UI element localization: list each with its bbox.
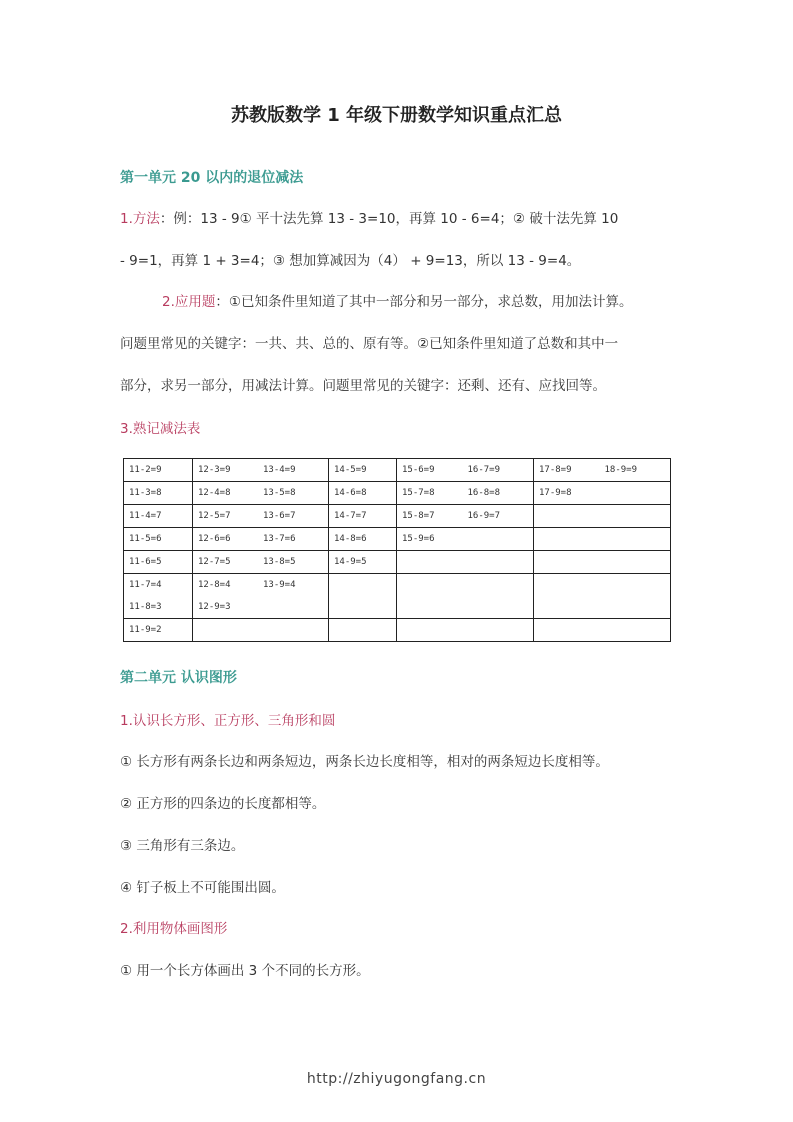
equation: 13-5=8 — [263, 488, 296, 498]
shapes-section-heading: 1.认识长方形、正方形、三角形和圆 — [120, 713, 336, 729]
equation: 12-6=6 — [198, 534, 231, 544]
table-cell — [193, 459, 329, 482]
equation: 11-4=7 — [129, 511, 162, 521]
equation: 13-6=7 — [263, 511, 296, 521]
cell-line — [539, 459, 670, 481]
equation: 17-8=9 — [539, 465, 572, 475]
table-cell — [534, 574, 671, 619]
table-cell — [534, 528, 671, 551]
equation: 11-7=4 — [129, 580, 162, 590]
cell-line — [334, 482, 396, 504]
cell-line — [129, 574, 192, 596]
table-cell — [397, 574, 534, 619]
table-cell — [397, 482, 534, 505]
equation: 11-6=5 — [129, 557, 162, 567]
cell-line — [402, 505, 533, 527]
method-text-1: ：例：13 - 9① 平十法先算 13 - 3=10，再算 10 - 6=4；② 破十法先算 10 — [159, 211, 619, 227]
cell-line — [129, 551, 192, 573]
equation: 14-9=5 — [334, 557, 367, 567]
table-cell — [124, 574, 193, 619]
cell-line — [198, 505, 328, 527]
equation: 12-7=5 — [198, 557, 231, 567]
equation: 11-8=3 — [129, 602, 162, 612]
equation: 13-7=6 — [263, 534, 296, 544]
table-cell — [397, 505, 534, 528]
cell-line — [402, 459, 533, 481]
app-line-1 — [120, 281, 680, 323]
equation: 11-5=6 — [129, 534, 162, 544]
equation: 15-7=8 — [402, 488, 435, 498]
equation: 13-9=4 — [263, 580, 296, 590]
table-cell — [124, 459, 193, 482]
method-line-1 — [120, 198, 680, 240]
table-heading: 3.熟记减法表 — [120, 421, 201, 437]
cell-line — [539, 482, 670, 504]
cell-line — [334, 459, 396, 481]
equation: 16-8=8 — [467, 488, 501, 498]
cell-line — [198, 551, 328, 573]
table-cell — [193, 574, 329, 619]
table-cell — [534, 459, 671, 482]
table-row — [124, 551, 671, 574]
cell-line — [129, 596, 192, 618]
table-cell — [124, 551, 193, 574]
cell-line — [198, 596, 328, 618]
equation: 14-8=6 — [334, 534, 367, 544]
table-cell — [329, 459, 397, 482]
table-cell — [193, 528, 329, 551]
equation: 12-9=3 — [198, 602, 231, 612]
equation: 15-9=6 — [402, 534, 435, 544]
app-text-1: ：①已知条件里知道了其中一部分和另一部分，求总数，用加法计算。 — [215, 294, 633, 310]
unit1-heading: 第一单元 20 以内的退位减法 — [120, 170, 304, 186]
equation: 11-3=8 — [129, 488, 162, 498]
cell-line — [334, 505, 396, 527]
table-cell — [193, 551, 329, 574]
cell-line — [334, 528, 396, 550]
cell-line — [198, 528, 328, 550]
equation: 15-8=7 — [402, 511, 435, 521]
app-label: 2.应用题 — [162, 294, 216, 310]
table-row — [124, 528, 671, 551]
table-cell — [124, 528, 193, 551]
table-cell — [329, 528, 397, 551]
table-cell — [329, 551, 397, 574]
table-row — [124, 619, 671, 642]
equation: 12-5=7 — [198, 511, 231, 521]
table-cell — [193, 505, 329, 528]
equation: 14-5=9 — [334, 465, 367, 475]
table-cell — [534, 482, 671, 505]
table-row — [124, 459, 671, 482]
equation: 13-8=5 — [263, 557, 296, 567]
cell-line — [129, 459, 192, 481]
table-cell — [329, 619, 397, 642]
table-cell — [124, 505, 193, 528]
table-cell — [124, 619, 193, 642]
equation: 11-9=2 — [129, 625, 162, 635]
table-cell — [329, 574, 397, 619]
table-cell — [397, 551, 534, 574]
table-cell — [397, 619, 534, 642]
table-cell — [534, 505, 671, 528]
equation: 18-9=9 — [604, 465, 638, 475]
shape-item-4: ④ 钉子板上不可能围出圆。 — [120, 880, 285, 896]
table-cell — [397, 459, 534, 482]
table-cell — [124, 482, 193, 505]
application-paragraph — [120, 281, 680, 407]
cell-line — [129, 505, 192, 527]
app-line-2: 问题里常见的关键字：一共、共、总的、原有等。②已知条件里知道了总数和其中一 — [120, 336, 619, 352]
draw-section-heading: 2.利用物体画图形 — [120, 921, 228, 937]
method-line-2: - 9=1，再算 1 + 3=4；③ 想加算减因为（4） + 9=13，所以 13 - 9=4。 — [120, 253, 581, 269]
equation: 12-4=8 — [198, 488, 231, 498]
table-cell — [534, 619, 671, 642]
equation: 17-9=8 — [539, 488, 572, 498]
app-line-3: 部分，求另一部分，用减法计算。问题里常见的关键字：还剩、还有、应找回等。 — [120, 378, 606, 394]
shape-item-1: ① 长方形有两条长边和两条短边，两条长边长度相等，相对的两条短边长度相等。 — [120, 754, 609, 770]
shape-item-2: ② 正方形的四条边的长度都相等。 — [120, 796, 326, 812]
table-cell — [329, 505, 397, 528]
cell-line — [334, 551, 396, 573]
shape-item-3: ③ 三角形有三条边。 — [120, 838, 245, 854]
table-row — [124, 505, 671, 528]
cell-line — [198, 459, 328, 481]
page-title: 苏教版数学 1 年级下册数学知识重点汇总 — [230, 105, 563, 126]
subtraction-table — [123, 458, 671, 642]
equation: 11-2=9 — [129, 465, 162, 475]
equation: 16-9=7 — [467, 511, 501, 521]
table-row — [124, 574, 671, 619]
equation: 14-6=8 — [334, 488, 367, 498]
equation: 13-4=9 — [263, 465, 296, 475]
equation: 16-7=9 — [467, 465, 501, 475]
cell-line — [402, 482, 533, 504]
cell-line — [129, 482, 192, 504]
method-label: 1.方法 — [120, 211, 160, 227]
table-cell — [193, 619, 329, 642]
cell-line — [198, 482, 328, 504]
cell-line — [129, 619, 192, 641]
cell-line — [129, 528, 192, 550]
table-cell — [193, 482, 329, 505]
unit2-heading: 第二单元 认识图形 — [120, 670, 237, 686]
footer-url: http://zhiyugongfang.cn — [306, 1071, 487, 1087]
equation: 15-6=9 — [402, 465, 435, 475]
equation: 14-7=7 — [334, 511, 367, 521]
cell-line — [198, 574, 328, 596]
table-row — [124, 482, 671, 505]
equation: 12-3=9 — [198, 465, 231, 475]
equation: 12-8=4 — [198, 580, 231, 590]
draw-item-1: ① 用一个长方体画出 3 个不同的长方形。 — [120, 963, 370, 979]
table-cell — [534, 551, 671, 574]
method-paragraph — [120, 198, 680, 282]
cell-line — [402, 528, 533, 550]
table-cell — [397, 528, 534, 551]
table-cell — [329, 482, 397, 505]
